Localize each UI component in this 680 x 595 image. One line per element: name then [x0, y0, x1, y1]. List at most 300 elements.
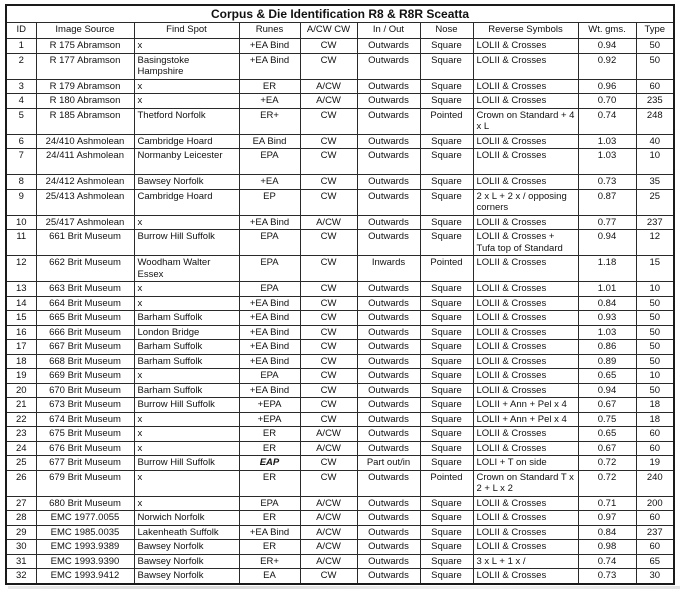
- column-header-direction: A/CW CW: [300, 23, 357, 39]
- cell-type: 235: [636, 94, 674, 109]
- cell-direction: CW: [300, 383, 357, 398]
- table-row: [6, 525, 674, 540]
- cell-image-source: 676 Brit Museum: [36, 441, 134, 456]
- cell-type: 50: [636, 311, 674, 326]
- cell-image-source: 679 Brit Museum: [36, 470, 134, 496]
- cell-type: 10: [636, 369, 674, 384]
- cell-runes: EPA: [239, 149, 300, 175]
- cell-find-spot: Bawsey Norfolk: [134, 540, 239, 555]
- cell-nose: Square: [420, 282, 473, 297]
- cell-direction: CW: [300, 369, 357, 384]
- cell-in-out: Outwards: [357, 189, 420, 215]
- cell-reverse-symbols: LOLII & Crosses: [473, 79, 578, 94]
- cell-reverse-symbols: LOLII & Crosses: [473, 569, 578, 584]
- cell-id: 3: [6, 79, 36, 94]
- cell-id: 27: [6, 496, 36, 511]
- cell-nose: Square: [420, 525, 473, 540]
- cell-reverse-symbols: LOLII & Crosses: [473, 215, 578, 230]
- cell-find-spot: Lakenheath Suffolk: [134, 525, 239, 540]
- cell-find-spot: Woodham Walter Essex: [134, 256, 239, 282]
- cell-in-out: Outwards: [357, 569, 420, 584]
- cell-nose: Square: [420, 354, 473, 369]
- cell-direction: CW: [300, 354, 357, 369]
- cell-nose: Square: [420, 369, 473, 384]
- cell-image-source: 662 Brit Museum: [36, 256, 134, 282]
- cell-direction: A/CW: [300, 496, 357, 511]
- cell-id: 13: [6, 282, 36, 297]
- cell-weight: 1.03: [578, 325, 636, 340]
- cell-find-spot: Normanby Leicester: [134, 149, 239, 175]
- cell-type: 50: [636, 53, 674, 79]
- cell-runes: EPA: [239, 230, 300, 256]
- cell-image-source: 674 Brit Museum: [36, 412, 134, 427]
- cell-weight: 0.94: [578, 383, 636, 398]
- cell-weight: 0.86: [578, 340, 636, 355]
- cell-reverse-symbols: LOLII & Crosses: [473, 39, 578, 54]
- cell-type: 12: [636, 230, 674, 256]
- column-header-in-out: In / Out: [357, 23, 420, 39]
- cell-runes: +EA Bind: [239, 215, 300, 230]
- table-row: [6, 134, 674, 149]
- page-title: Corpus & Die Identification R8 & R8R Sceatta: [6, 5, 674, 23]
- cell-nose: Square: [420, 189, 473, 215]
- cell-find-spot: x: [134, 94, 239, 109]
- cell-reverse-symbols: 2 x L + 2 x / opposing corners: [473, 189, 578, 215]
- cell-in-out: Outwards: [357, 39, 420, 54]
- cell-id: 12: [6, 256, 36, 282]
- cell-nose: Square: [420, 215, 473, 230]
- cell-runes: ER: [239, 79, 300, 94]
- table-row: [6, 189, 674, 215]
- cell-type: 50: [636, 296, 674, 311]
- cell-reverse-symbols: LOLII & Crosses: [473, 175, 578, 190]
- cell-nose: Square: [420, 53, 473, 79]
- cell-find-spot: Barham Suffolk: [134, 340, 239, 355]
- cell-type: 18: [636, 412, 674, 427]
- cell-weight: 0.75: [578, 412, 636, 427]
- table-row: [6, 94, 674, 109]
- cell-nose: Square: [420, 569, 473, 584]
- table-row: [6, 340, 674, 355]
- cell-nose: Square: [420, 427, 473, 442]
- cell-find-spot: Barham Suffolk: [134, 311, 239, 326]
- cell-reverse-symbols: LOLII & Crosses: [473, 53, 578, 79]
- cell-type: 25: [636, 189, 674, 215]
- cell-direction: CW: [300, 398, 357, 413]
- table-row: [6, 215, 674, 230]
- cell-runes: +EA Bind: [239, 296, 300, 311]
- cell-nose: Square: [420, 398, 473, 413]
- cell-image-source: 673 Brit Museum: [36, 398, 134, 413]
- cell-find-spot: x: [134, 296, 239, 311]
- cell-type: 50: [636, 325, 674, 340]
- cell-direction: CW: [300, 456, 357, 471]
- cell-type: 60: [636, 511, 674, 526]
- table-header-row: [6, 23, 674, 39]
- cell-nose: Square: [420, 134, 473, 149]
- cell-image-source: 663 Brit Museum: [36, 282, 134, 297]
- cell-find-spot: London Bridge: [134, 325, 239, 340]
- cell-nose: Pointed: [420, 108, 473, 134]
- corpus-table: [5, 4, 675, 585]
- cell-reverse-symbols: LOLII & Crosses: [473, 354, 578, 369]
- table-row: [6, 79, 674, 94]
- cell-in-out: Outwards: [357, 296, 420, 311]
- cell-direction: CW: [300, 39, 357, 54]
- cell-in-out: Part out/in: [357, 456, 420, 471]
- cell-reverse-symbols: LOLII & Crosses: [473, 525, 578, 540]
- cell-nose: Square: [420, 383, 473, 398]
- cell-in-out: Outwards: [357, 441, 420, 456]
- cell-in-out: Outwards: [357, 215, 420, 230]
- cell-weight: 1.01: [578, 282, 636, 297]
- table-row: [6, 496, 674, 511]
- cell-direction: CW: [300, 325, 357, 340]
- cell-runes: EPA: [239, 369, 300, 384]
- cell-type: 10: [636, 149, 674, 175]
- column-header-find-spot: Find Spot: [134, 23, 239, 39]
- cell-image-source: 680 Brit Museum: [36, 496, 134, 511]
- cell-id: 7: [6, 149, 36, 175]
- cell-runes: +EA Bind: [239, 39, 300, 54]
- cell-find-spot: Bawsey Norfolk: [134, 554, 239, 569]
- cell-in-out: Outwards: [357, 398, 420, 413]
- table-row: [6, 569, 674, 584]
- cell-runes: ER: [239, 441, 300, 456]
- cell-reverse-symbols: LOLII & Crosses: [473, 511, 578, 526]
- cell-reverse-symbols: LOLII & Crosses: [473, 325, 578, 340]
- cell-reverse-symbols: LOLII & Crosses: [473, 441, 578, 456]
- cell-reverse-symbols: 3 x L + 1 x /: [473, 554, 578, 569]
- cell-weight: 0.92: [578, 53, 636, 79]
- table-row: [6, 53, 674, 79]
- cell-direction: CW: [300, 282, 357, 297]
- cell-type: 60: [636, 441, 674, 456]
- cell-weight: 0.84: [578, 525, 636, 540]
- cell-direction: CW: [300, 296, 357, 311]
- cell-in-out: Outwards: [357, 230, 420, 256]
- cell-runes: +EA: [239, 94, 300, 109]
- cell-direction: A/CW: [300, 554, 357, 569]
- cell-id: 20: [6, 383, 36, 398]
- cell-runes: EA Bind: [239, 134, 300, 149]
- table-row: [6, 311, 674, 326]
- cell-runes: EAP: [239, 456, 300, 471]
- cell-runes: +EA Bind: [239, 354, 300, 369]
- cell-type: 18: [636, 398, 674, 413]
- cell-runes: +EA Bind: [239, 340, 300, 355]
- cell-id: 17: [6, 340, 36, 355]
- cell-type: 19: [636, 456, 674, 471]
- cell-nose: Square: [420, 340, 473, 355]
- cell-find-spot: x: [134, 441, 239, 456]
- column-header-runes: Runes: [239, 23, 300, 39]
- cell-direction: CW: [300, 470, 357, 496]
- cell-in-out: Outwards: [357, 282, 420, 297]
- cell-runes: EP: [239, 189, 300, 215]
- cell-direction: CW: [300, 108, 357, 134]
- cell-type: 248: [636, 108, 674, 134]
- cell-id: 14: [6, 296, 36, 311]
- cell-nose: Square: [420, 149, 473, 175]
- cell-weight: 1.03: [578, 149, 636, 175]
- cell-type: 50: [636, 340, 674, 355]
- cell-in-out: Outwards: [357, 149, 420, 175]
- table-row: [6, 456, 674, 471]
- cell-direction: CW: [300, 311, 357, 326]
- cell-runes: EPA: [239, 256, 300, 282]
- cell-image-source: 24/412 Ashmolean: [36, 175, 134, 190]
- cell-weight: 0.72: [578, 456, 636, 471]
- cell-nose: Square: [420, 554, 473, 569]
- cell-weight: 0.98: [578, 540, 636, 555]
- cell-reverse-symbols: LOLII & Crosses + Tufa top of Standard: [473, 230, 578, 256]
- cell-find-spot: x: [134, 470, 239, 496]
- cell-reverse-symbols: LOLII & Crosses: [473, 94, 578, 109]
- cell-image-source: 677 Brit Museum: [36, 456, 134, 471]
- cell-find-spot: Cambridge Hoard: [134, 189, 239, 215]
- cell-id: 6: [6, 134, 36, 149]
- cell-reverse-symbols: LOLII & Crosses: [473, 369, 578, 384]
- cell-type: 200: [636, 496, 674, 511]
- cell-in-out: Outwards: [357, 554, 420, 569]
- cell-in-out: Outwards: [357, 311, 420, 326]
- cell-runes: +EA Bind: [239, 53, 300, 79]
- cell-in-out: Outwards: [357, 496, 420, 511]
- cell-runes: ER: [239, 427, 300, 442]
- cell-id: 32: [6, 569, 36, 584]
- cell-direction: A/CW: [300, 427, 357, 442]
- cell-nose: Square: [420, 325, 473, 340]
- cell-runes: ER+: [239, 108, 300, 134]
- cell-id: 1: [6, 39, 36, 54]
- cell-runes: EA: [239, 569, 300, 584]
- cell-find-spot: Burrow Hill Suffolk: [134, 398, 239, 413]
- cell-runes: EPA: [239, 496, 300, 511]
- cell-direction: A/CW: [300, 79, 357, 94]
- cell-direction: A/CW: [300, 511, 357, 526]
- cell-direction: CW: [300, 189, 357, 215]
- cell-weight: 0.74: [578, 108, 636, 134]
- cell-find-spot: Norwich Norfolk: [134, 511, 239, 526]
- cell-reverse-symbols: LOLII & Crosses: [473, 383, 578, 398]
- cell-weight: 0.65: [578, 369, 636, 384]
- cell-image-source: 25/417 Ashmolean: [36, 215, 134, 230]
- cell-in-out: Outwards: [357, 94, 420, 109]
- cell-type: 237: [636, 215, 674, 230]
- cell-find-spot: Cambridge Hoard: [134, 134, 239, 149]
- cell-find-spot: x: [134, 215, 239, 230]
- cell-nose: Square: [420, 175, 473, 190]
- cell-in-out: Outwards: [357, 134, 420, 149]
- cell-runes: ER+: [239, 554, 300, 569]
- cell-id: 16: [6, 325, 36, 340]
- cell-id: 22: [6, 412, 36, 427]
- cell-direction: CW: [300, 412, 357, 427]
- cell-in-out: Outwards: [357, 427, 420, 442]
- table-row: [6, 296, 674, 311]
- cell-id: 10: [6, 215, 36, 230]
- cell-image-source: 666 Brit Museum: [36, 325, 134, 340]
- table-row: [6, 412, 674, 427]
- cell-in-out: Outwards: [357, 354, 420, 369]
- cell-id: 2: [6, 53, 36, 79]
- cell-image-source: 669 Brit Museum: [36, 369, 134, 384]
- cell-reverse-symbols: LOLII & Crosses: [473, 540, 578, 555]
- cell-image-source: EMC 1977.0055: [36, 511, 134, 526]
- column-header-image-source: Image Source: [36, 23, 134, 39]
- table-row: [6, 511, 674, 526]
- cell-id: 4: [6, 94, 36, 109]
- cell-find-spot: Bawsey Norfolk: [134, 175, 239, 190]
- cell-id: 25: [6, 456, 36, 471]
- cell-id: 23: [6, 427, 36, 442]
- table-title-row: [6, 5, 674, 23]
- cell-find-spot: Burrow Hill Suffolk: [134, 456, 239, 471]
- cell-direction: CW: [300, 256, 357, 282]
- table-row: [6, 540, 674, 555]
- cell-weight: 0.84: [578, 296, 636, 311]
- cell-id: 15: [6, 311, 36, 326]
- table-row: [6, 39, 674, 54]
- cell-direction: CW: [300, 53, 357, 79]
- column-header-reverse-symbols: Reverse Symbols: [473, 23, 578, 39]
- cell-find-spot: x: [134, 282, 239, 297]
- cell-nose: Square: [420, 39, 473, 54]
- cell-find-spot: x: [134, 496, 239, 511]
- cell-find-spot: x: [134, 79, 239, 94]
- cell-type: 35: [636, 175, 674, 190]
- cell-runes: ER: [239, 540, 300, 555]
- cell-find-spot: Barham Suffolk: [134, 354, 239, 369]
- cell-runes: ER: [239, 470, 300, 496]
- cell-type: 10: [636, 282, 674, 297]
- cell-type: 60: [636, 79, 674, 94]
- cell-nose: Square: [420, 311, 473, 326]
- cell-reverse-symbols: Crown on Standard + 4 x L: [473, 108, 578, 134]
- cell-type: 15: [636, 256, 674, 282]
- cell-find-spot: Bawsey Norfolk: [134, 569, 239, 584]
- cell-runes: +EA Bind: [239, 383, 300, 398]
- cell-direction: A/CW: [300, 540, 357, 555]
- cell-image-source: 668 Brit Museum: [36, 354, 134, 369]
- cell-weight: 0.89: [578, 354, 636, 369]
- cell-type: 50: [636, 383, 674, 398]
- column-header-nose: Nose: [420, 23, 473, 39]
- cell-type: 60: [636, 540, 674, 555]
- cell-in-out: Outwards: [357, 325, 420, 340]
- cell-image-source: 24/410 Ashmolean: [36, 134, 134, 149]
- cell-in-out: Outwards: [357, 79, 420, 94]
- column-header-id: ID: [6, 23, 36, 39]
- cell-find-spot: x: [134, 39, 239, 54]
- table-row: [6, 369, 674, 384]
- cell-nose: Square: [420, 94, 473, 109]
- cell-in-out: Outwards: [357, 412, 420, 427]
- cell-nose: Square: [420, 230, 473, 256]
- cell-weight: 0.67: [578, 398, 636, 413]
- cell-image-source: 667 Brit Museum: [36, 340, 134, 355]
- cell-reverse-symbols: LOLII + Ann + Pel x 4: [473, 398, 578, 413]
- cell-image-source: 664 Brit Museum: [36, 296, 134, 311]
- cell-in-out: Outwards: [357, 340, 420, 355]
- cell-type: 50: [636, 39, 674, 54]
- cell-reverse-symbols: LOLII & Crosses: [473, 149, 578, 175]
- table-row: [6, 398, 674, 413]
- table-row: [6, 108, 674, 134]
- cell-direction: CW: [300, 175, 357, 190]
- cell-direction: CW: [300, 569, 357, 584]
- cell-nose: Square: [420, 79, 473, 94]
- cell-direction: A/CW: [300, 94, 357, 109]
- cell-find-spot: x: [134, 412, 239, 427]
- table-row: [6, 325, 674, 340]
- cell-id: 5: [6, 108, 36, 134]
- cell-id: 29: [6, 525, 36, 540]
- cell-direction: A/CW: [300, 215, 357, 230]
- cell-nose: Pointed: [420, 470, 473, 496]
- cell-in-out: Outwards: [357, 369, 420, 384]
- table-row: [6, 175, 674, 190]
- cell-id: 26: [6, 470, 36, 496]
- cell-in-out: Outwards: [357, 525, 420, 540]
- cell-type: 50: [636, 354, 674, 369]
- cell-in-out: Outwards: [357, 108, 420, 134]
- cell-direction: A/CW: [300, 525, 357, 540]
- cell-find-spot: Burrow Hill Suffolk: [134, 230, 239, 256]
- table-row: [6, 149, 674, 175]
- cell-nose: Pointed: [420, 256, 473, 282]
- cell-id: 9: [6, 189, 36, 215]
- cell-weight: 0.72: [578, 470, 636, 496]
- cell-type: 30: [636, 569, 674, 584]
- cell-in-out: Outwards: [357, 540, 420, 555]
- cell-weight: 0.97: [578, 511, 636, 526]
- cell-weight: 0.87: [578, 189, 636, 215]
- cell-reverse-symbols: LOLII & Crosses: [473, 311, 578, 326]
- cell-weight: 0.71: [578, 496, 636, 511]
- cell-type: 240: [636, 470, 674, 496]
- cell-nose: Square: [420, 496, 473, 511]
- cell-reverse-symbols: LOLI + T on side: [473, 456, 578, 471]
- cell-image-source: R 177 Abramson: [36, 53, 134, 79]
- cell-runes: +EA Bind: [239, 311, 300, 326]
- cell-weight: 0.73: [578, 175, 636, 190]
- cell-direction: CW: [300, 149, 357, 175]
- cell-type: 60: [636, 427, 674, 442]
- table-row: [6, 470, 674, 496]
- column-header-weight: Wt. gms.: [578, 23, 636, 39]
- cell-image-source: 675 Brit Museum: [36, 427, 134, 442]
- cell-runes: +EPA: [239, 398, 300, 413]
- cell-weight: 1.03: [578, 134, 636, 149]
- table-body: [6, 5, 674, 584]
- cell-weight: 0.67: [578, 441, 636, 456]
- cell-find-spot: Barham Suffolk: [134, 383, 239, 398]
- cell-find-spot: Thetford Norfolk: [134, 108, 239, 134]
- cell-weight: 0.94: [578, 39, 636, 54]
- cell-find-spot: x: [134, 369, 239, 384]
- cell-find-spot: x: [134, 427, 239, 442]
- cell-id: 28: [6, 511, 36, 526]
- table-row: [6, 354, 674, 369]
- table-row: [6, 282, 674, 297]
- cell-id: 19: [6, 369, 36, 384]
- cell-image-source: EMC 1985.0035: [36, 525, 134, 540]
- cell-image-source: EMC 1993.9412: [36, 569, 134, 584]
- cell-direction: CW: [300, 230, 357, 256]
- cell-weight: 1.18: [578, 256, 636, 282]
